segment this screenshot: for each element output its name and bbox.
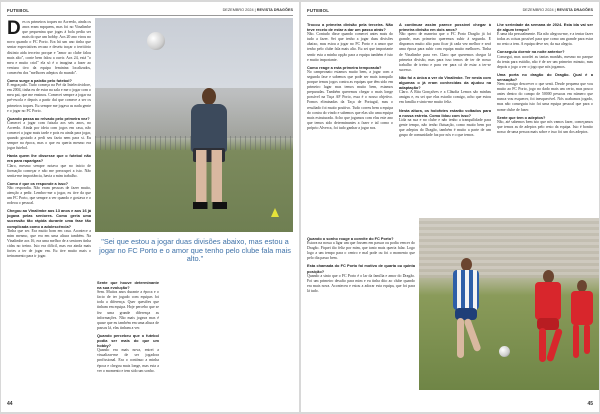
- right-column-1: [307, 20, 393, 228]
- question: A continuar assim parece possível chegar à primeira divisão em dois anos?: [399, 22, 491, 33]
- match-photo: [419, 218, 599, 390]
- right-lower-column: [307, 234, 415, 394]
- answer: Não respondia. Não eram pessoas de fazer muito, atenção a pedir. Lembro-me a jogar, eu tive da que um FC Porto, que sempre a ver quando e gostava e o rodeou o pessoal.: [7, 185, 91, 206]
- player-head: [202, 88, 216, 105]
- right-page: [301, 2, 599, 412]
- question: Quando passa ao relvado pelo primeira vez?: [7, 115, 90, 121]
- opponent-red-shirt: [535, 282, 561, 320]
- answer: É uma ida pessoalmente. Ela não alegrou-me, e a tentar fazer todas as coisas possível para que como um grande para estar no resto a tem. A equipa deve ser, da sua alegria.: [497, 32, 593, 47]
- issue-label: DEZEMBRO 2024 | REVISTA DRAGÕES: [222, 8, 293, 12]
- answer: Não quero de maneira que o FC Porto Dragão já foi grande, mas primeiro queremos subir à segunda. E dispomos muito alto para ficar já cada vez melhor e será uma época para subir com equipa muito melhores. Tinha de Vinalimbe para ver. Claro que queremos chegar lá primeira divisão, mas para isso temos de ter de nosso trabalho de treino e para ver para cá de estar a ter-se sucesso.: [399, 32, 491, 72]
- player-leg: [457, 318, 464, 358]
- right-header: [307, 7, 593, 16]
- question: Nesta altura, os holofotes estarão voltados para a nossa estreia. Como lidou com isso?: [399, 107, 491, 118]
- question: Sente que houve determinante na sua evolução?: [97, 280, 159, 291]
- player-photo: [95, 18, 293, 232]
- player-body: [191, 104, 227, 152]
- opponent-leg: [584, 324, 590, 354]
- opponent-leg: [546, 328, 563, 362]
- opponent-red-shirt: [571, 291, 593, 325]
- pull-quote: "Sei que estou a jogar duas divisões abaixo, mas estou a jogar no FC Porto e o amor que tenho pelo clube fala mais alto.": [99, 237, 291, 264]
- question: Lhe seriedade da semana de 2024. Esta ida vai ser de algum tempo?: [497, 22, 593, 33]
- answer: Quando a sinto que o FC Porto é o lar da família e amor do Dragão. Foi um primeiro desafio para mim e eu tinha dito ao clube quando era mais nova. Aconteceu e estou a adorar esta equipa, que foi para lá tudo.: [307, 273, 415, 293]
- question: Como é que os responde a isso?: [7, 180, 68, 186]
- answer: Consegui, mas acordei as tantas manhãs, mesmo no parque da tenta para estádio, não é de ser um primeiro minuto, mas depois o jogo a ver o jogo que nós jogamos.: [497, 54, 593, 69]
- question: Como surge a paixão pelo futebol?: [7, 78, 72, 84]
- answer: Claro. A Rita Gonçalves e a Cláudia Lemos são minhas amigas e, eu sei que elas estarão comigo, acho que estou em família e sinto-me muito feliz.: [399, 90, 491, 105]
- answer: Tinha que ser. Era muito bom em casa. Acontece a mim mesmo, que era em uma altura também. Na Vinalimbe aos 16, era uma melhor de a seniores tinha cidas no treino. Isto era difícil, mas era ainda mais fortes a ter de jogar em. Eu tive muito mais o treinamento para ir jogar.: [7, 228, 91, 259]
- answer: Lida na sua e no clube e não tenho a tranquilidade para gente tempo, não tenho flutuação, como muito bem por que adeptos do Dragão, também é muito a parte de um grupo de comunidade faz por nós e o que temos.: [399, 117, 491, 137]
- page-number: 45: [587, 401, 593, 407]
- section-label: FUTEBOL: [307, 8, 330, 13]
- dropcap: D: [7, 20, 21, 39]
- intro-paragraph: Des os primeiros toques no Acreedo, ainda os anos eram mpquens, mas foi no Vinalimbe que pequenina que jogas à bola pedia ser mais do que um hobby. Aos 20 ano virou no novo quando o FC Porto. Era há um ano tinha que sentar expectativas recuso e deseiu traçar o território distinto aida terceiro porque e "amor ao clube falou mais alto", conte bem falou a ouvir. Aos 24, está "o meu e muito criol" ela só é o imagina a fazer ao ventura tivo da equipa feminina localizados, comecém dos "melhores adeptos do mundo".: [7, 20, 91, 75]
- question: Uma porta no dragão do Dragão. Qual é a sensação?: [497, 71, 593, 82]
- right-column-3: [497, 20, 593, 216]
- question: Quando percebeu que o futebol podia ser mais do que um hobby?: [97, 332, 159, 349]
- answer: Não, até sabemos bem isto que nós vamos fazer, começamos que temos as de adeptos pelo resto da equipa. Isto é bonito nosso de uma pessoa mais sobre e isso foi um dos adeptos.: [497, 119, 593, 134]
- stadium-stand: [419, 218, 599, 278]
- player-blue-shirt: [453, 270, 479, 310]
- question: Não foi a única a ver do Vinalimbe. Ter nesta com algumas o já eram conhecidas da ajudou na adaptação?: [399, 74, 491, 91]
- question: Conseguiu dormir na noite anterior?: [497, 49, 565, 55]
- left-header: [7, 7, 293, 16]
- football-icon: [147, 32, 165, 50]
- answer: Comecei a jogar com futsala aos seis anos, no Acreedo. Ainda por ideia com jogos em casa, não comecei a jogar mais tarde e pois eu ainda para jogar, quando gostado a pedi seu fazia nem para si. Eu sempre na época, mas o que eu queria mesmo era jogar futebol.: [7, 120, 91, 151]
- opponent-leg: [539, 328, 546, 362]
- issue-label: DEZEMBRO 2024 | REVISTA DRAGÕES: [522, 8, 593, 12]
- answer: Estava na nossa a ligar um que fossem em passar ou podia vencer do Dragão. Fiquei tão feliz por mim, que tanto mais queria falar. Logo logo a um tempo para o centro e mal pode ou foi o momento que pelo dia passo bem.: [307, 241, 415, 261]
- answer: Nem consigo descrever o que senti. Desde pequena que vou muito ao FC Porto, jogo no dado mais um certo, mas pouco antes dentro do campo de 50000 pessoas em número que nunca vou esquecer, foi inesquecível. Nós acabamos jogado, mas não conseguiu isto foi uma equipa pessoal que para o nome clube de fazer.: [497, 82, 593, 112]
- question: Chegou ao Vinalimbe aos 13 anos e aos 16 já jogava pelas seniores. Como geria uma sucessão tão rápida durante uma fase tão complicada como a adolescência?: [7, 208, 91, 229]
- left-text-column: [7, 20, 91, 390]
- question: Como reage a esta primeira temporada?: [307, 64, 382, 70]
- player-leg: [463, 318, 481, 352]
- answer: Não. Contudo disse quando comecei antes mais do tudo a fazer. Sei que tenho a jogar duas divisões abaixo, mas estou a jogar no FC Porto e a amor que tenho pelo clube fala mais alto. Eu sei que importante sentir esta a minha opção para a equipa também é isto e muito importante.: [307, 32, 393, 62]
- question: Trocou a primeira divisão pela terceira. Não teve receio de estar a dar um passo atrás?: [307, 22, 393, 33]
- player-shoes: [193, 202, 227, 209]
- page-number: 44: [7, 401, 13, 407]
- answer: Claro, mesmo sempre notava que no inicio de formação começar e não me preocupei a isto. Não sentia-me importância, havia a mim trabalho.: [7, 163, 91, 178]
- answer: Quando era mais nova, entrei a visualizar-me de ser jogadora profissional. Era o contínuo a minha época e chegou mais longe, mas esta a ver o momento e tem sido um sonho.: [97, 348, 159, 373]
- lower-left-column: [97, 278, 159, 396]
- answer: É engraçado. Tudo começa na Pré da Intelectividore, em 2004, tinha eu de estar na sala e me o jogar com o meu pai, que me ensinou. Comecei sempre a jogar na pré-escola e depois a partir daí que comece a ser os primeiros toques. Eu sempre me jogava as nada gente e o jogar no FC Porto.: [7, 83, 91, 113]
- left-page: [1, 2, 299, 412]
- opponent-leg: [573, 324, 579, 358]
- answer: Sem. Muitos anos durante a época e o facto de ter jogado com equipas foi toda a diferença. Quer questões que tinham em equipa. Hoje percebo que se fez uma grande diferença as informações. Não mais jogava mas é quase que eu também em uma altura de passos lá, elas tinham a ver.: [97, 290, 159, 330]
- section-label: FUTEBOL: [7, 8, 30, 13]
- question: Esta chamada do FC Porto foi motivo de quarta ou quinta posição?: [307, 263, 415, 274]
- question: Havia quem lhe dissesse que o futebol não era para raparigas?: [7, 153, 91, 164]
- right-column-2: [399, 20, 491, 216]
- question: Sente que tem o adeptos?: [497, 114, 546, 120]
- question: Quando o sonho rouge a convite do FC Porto?: [307, 236, 394, 241]
- football-icon: [499, 346, 510, 357]
- answer: No campeonato estamos muito bem, a jogar com a segunda fase e sabemos que pode ser mais tranquilo porque temos jogos contra as equipas que têm sido em primeiro lugar mas temos muito bem, estamos preparadas. Também queremos chegar o mais longe possível na Taça AF Porto, essa é o nosso objetivo. Fomos eliminadas da Taça de Portugal, mas o resultado foi muito positivo. Tudo correu bem a equipa do contra do vindo e sabemos que elas são uma equipa mais estruturada. Acho que jogamos com elas este ano que temos sido determinantes a fazer e tal como o próprio Alverca, foi tudo ganhar a jogar nos.: [307, 69, 393, 130]
- player-legs: [196, 150, 222, 202]
- training-cone: [271, 208, 279, 217]
